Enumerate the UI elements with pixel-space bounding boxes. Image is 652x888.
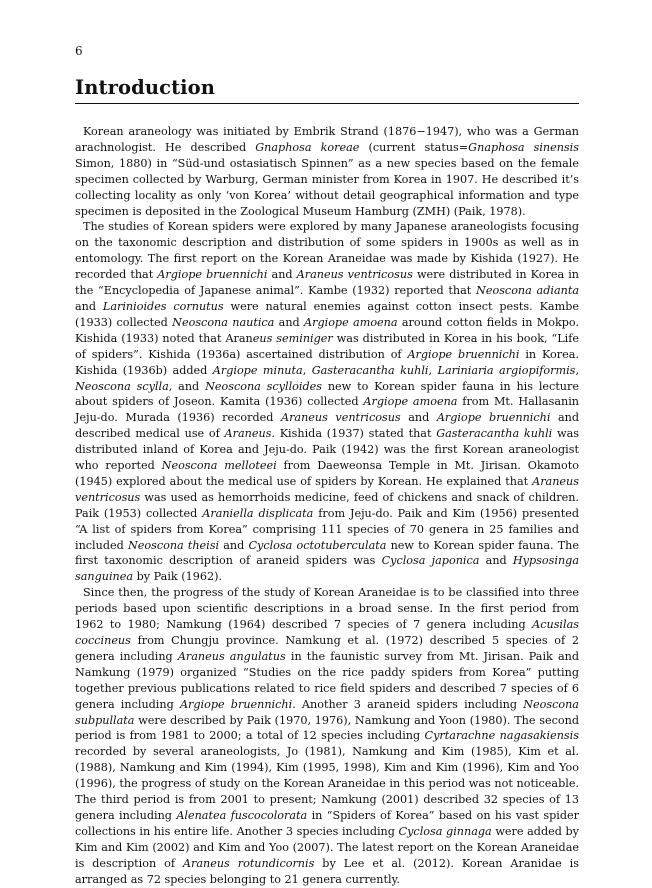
text-segment: and [75, 299, 103, 313]
taxon-name: Acusilas coccineus [75, 618, 579, 647]
text-segment: in “Spiders of Korea” based on his vast spider collections in his entire life. Another 3 species including [75, 808, 579, 838]
text-segment: and [219, 538, 249, 552]
taxon-name: Araneus [224, 427, 272, 441]
body-text [75, 124, 579, 888]
text-segment: new to Korean spider fauna. The first taxonomic description of araneid spiders was [75, 538, 579, 568]
taxon-name: Gnaphosa koreae [255, 140, 360, 154]
taxon-name: Araneus angulatus [177, 649, 286, 663]
taxon-name: Cyclosa ginnaga [398, 824, 492, 838]
text-segment: were added by Kim and Kim (2002) and Kim and Yoo (2007). The latest report on the Korean Araneidae is description of [75, 824, 579, 870]
text-segment: . Another 3 araneid spiders including [292, 697, 524, 711]
taxon-name: Cyrtarachne nagasakiensis [424, 729, 579, 743]
text-segment: recorded by several araneologists, Jo (1981), Namkung and Kim (1985), Kim et al. (1988), Namkung and Kim (1994), Kim (1995, 1998), Kim and Kim (1996), Kim and Yoo (1996), the progress of study on the Korean Araneidae in this period was not noticeable. The third period is from 2001 to present; Namkung (2001) described 32 species of 13 genera including [75, 745, 579, 822]
title-rule [75, 103, 579, 104]
text-segment: around cotton fields in Mokpo. Kishida (1933) noted that Aran [75, 315, 579, 345]
taxon-name: Cyclosa octotuberculata [248, 538, 387, 552]
taxon-name: Hypsosinga sanguinea [75, 554, 579, 584]
taxon-name: Araniella displicata [202, 506, 314, 520]
taxon-name: Neoscona scylla [75, 379, 169, 393]
text-segment: and [400, 411, 437, 425]
taxon-name: Argiope amoena [363, 395, 458, 409]
taxon-name: Neoscona subpullata [75, 697, 579, 727]
taxon-name: Argiope bruennichi [157, 268, 268, 282]
text-segment: and described medical use of [75, 411, 580, 441]
text-segment: , [302, 363, 312, 377]
text-segment: from Daeweonsa Temple in Mt. Jirisan. Okamoto (1945) explored about the medical use of spiders by Korean. He explained that [75, 459, 579, 488]
taxon-name: Gasteracantha kuhli [311, 363, 429, 377]
text-segment: by Paik (1962). [133, 570, 223, 584]
text-segment: Korean araneology was initiated by Embrik Strand (1876−1947), who was a German arachnologist. He described [75, 125, 579, 154]
text-segment: from Mt. Hallasanin Jeju-do. Murada (1936) recorded [75, 395, 579, 425]
taxon-name: Neoscona nautica [172, 315, 275, 329]
taxon-name: Cyclosa japonica [381, 554, 480, 568]
taxon-name: Argiope minuta [212, 363, 303, 377]
text-segment: were natural enemies against cotton insect pests. Kambe (1933) collected [75, 299, 579, 329]
taxon-name: Argiope bruennichi [179, 697, 293, 711]
taxon-name: Argiope bruennichi [436, 411, 551, 425]
taxon-name: Neoscona adianta [476, 284, 579, 298]
paragraph [75, 124, 579, 219]
taxon-name: Araneus ventricosus [75, 474, 579, 504]
taxon-name: Lariniaria argiopiformis [437, 363, 576, 377]
text-segment: was distributed in Korea in his book, “Life of spiders”. Kishida (1936a) ascertained distribution of [75, 331, 579, 361]
text-segment: and [479, 554, 513, 568]
text-segment: from Jeju-do. Paik and Kim (1956) presented “A list of spiders from Korea” comprising 111 species of 70 genera in 25 families and included [75, 506, 579, 552]
taxon-name: Alenatea fuscocolorata [176, 808, 308, 822]
taxon-name: Neoscona melloteei [161, 459, 277, 473]
text-segment: , [428, 363, 438, 377]
text-segment: The studies of Korean spiders were explored by many Japanese araneologists focusing on the taxonomic description and distribution of some spiders in 1900s as well as in entomology. The first report on the Korean Araneidae was made by Kishida (1927). He recorded that [75, 220, 579, 282]
text-segment: were distributed in Korea in the “Encyclopedia of Japanese animal”. Kambe (1932) reported that [75, 268, 579, 298]
taxon-name: Neoscona scylloides [205, 379, 322, 393]
taxon-name: Gasteracantha kuhli [436, 427, 553, 441]
text-segment: Since then, the progress of the study of Korean Araneidae is to be classified into three periods based upon scientific descriptions in a broad sense. In the first period from 1962 to 1980; Namkung (1964) described 7 species of 7 genera including [75, 586, 579, 632]
text-segment: were described by Paik (1970, 1976), Namkung and Yoon (1980). The second period is from 1981 to 2000; a total of 12 species including [75, 713, 579, 743]
text-segment: , and [168, 379, 206, 393]
text-segment: (current status= [359, 140, 469, 154]
text-segment: Simon, 1880) in “Süd-und ostasiatisch Spinnen” as a new species based on the female specimen collected by Warburg, German minister from Korea in 1907. He described it’s collecting locality as only ‘von Korea’ without detail geographical information and type specimen is deposited in the Zoological Museum Hamburg (ZMH) (Paik, 1978). [75, 156, 579, 218]
text-segment: from Chungju province. Namkung et al. (1972) described 5 species of 2 genera including [75, 634, 579, 663]
text-segment: was distributed inland of Korea and Jeju-do. Paik (1942) was the first Korean araneologist who reported [75, 427, 579, 473]
text-segment: new to Korean spider fauna in his lecture about spiders of Joseon. Kamita (1936) collected [75, 379, 579, 409]
text-segment: was used as hemorrhoids medicine, feed of chickens and snack of children. Paik (1953) collected [75, 490, 579, 520]
text-segment: by Lee et al. (2012). Korean Aranidae is arranged as 72 species belonging to 21 genera currently. [75, 856, 579, 886]
taxon-name: Larinioides cornutus [102, 299, 224, 313]
section-title: Introduction [75, 76, 216, 99]
text-segment: in Korea. Kishida (1936b) added [75, 347, 579, 377]
text-segment: and [274, 315, 305, 329]
taxon-name: Araneus rotundicornis [182, 856, 315, 870]
taxon-name: Argiope amoena [304, 315, 398, 329]
taxon-name: Araneus ventricosus [280, 411, 401, 425]
paragraph [75, 219, 579, 585]
taxon-name: Araneus ventricosus [296, 268, 413, 282]
text-segment: . Kishida (1937) stated that [271, 427, 437, 441]
taxon-name: eus seminiger [252, 331, 333, 345]
taxon-name: Argiope bruennichi [407, 347, 520, 361]
taxon-name: Neoscona theisi [127, 538, 220, 552]
text-segment: , [575, 363, 579, 377]
paragraph [75, 585, 579, 887]
taxon-name: Gnaphosa sinensis [468, 140, 579, 154]
text-segment: and [267, 268, 297, 282]
page-number: 6 [75, 44, 83, 58]
text-segment: in the faunistic survey from Mt. Jirisan. Paik and Namkung (1979) organized “Studies on the rice paddy spiders from Korea” putting together previous publications related to rice field spiders and described 7 species of 6 genera including [75, 649, 579, 711]
